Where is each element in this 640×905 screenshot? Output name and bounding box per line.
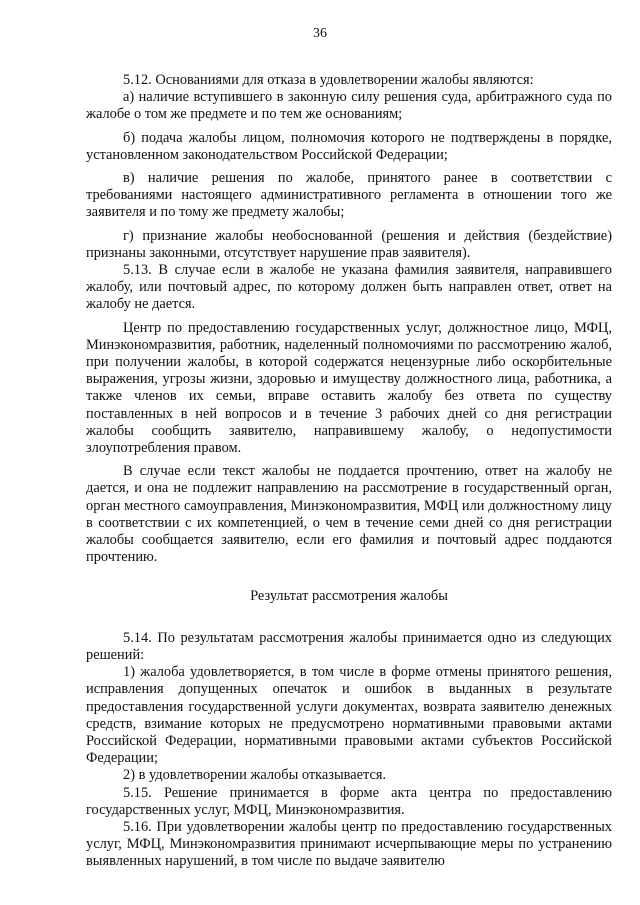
paragraph-5-12-a: а) наличие вступившего в законную силу решения суда, арбитражного суда по жалобе о том же предмете и по тем же основаниям; bbox=[86, 89, 612, 123]
paragraph-5-12-b: б) подача жалобы лицом, полномочия которого не подтверждены в порядке, установленном законодательством Российской Федерации; bbox=[86, 129, 612, 163]
section-title: Результат рассмотрения жалобы bbox=[250, 588, 448, 605]
document-body bbox=[86, 72, 612, 871]
paragraph-5-12: 5.12. Основаниями для отказа в удовлетворении жалобы являются: bbox=[123, 72, 534, 88]
paragraph-unreadable-complaint: В случае если текст жалобы не поддается прочтению, ответ на жалобу не дается, и она не подлежит направлению на рассмотрение в государственный орган, орган местного самоуправления, Минэкономразвития, МФЦ или должностному лицу в соответствии с их компетенцией, о чем в течение семи дней со дня регистрации жалобы сообщается заявителю, если его фамилия и почтовый адрес поддаются прочтению. bbox=[86, 463, 612, 566]
paragraph-5-12-v: в) наличие решения по жалобе, принятого ранее в соответствии с требованиями настоящего административного регламента в отношении того же заявителя и по тому же предмету жалобы; bbox=[86, 170, 612, 221]
paragraph-5-14: 5.14. По результатам рассмотрения жалобы принимается одно из следующих решений: bbox=[86, 629, 612, 663]
paragraph-5-16: 5.16. При удовлетворении жалобы центр по предоставлению государственных услуг, МФЦ, Минэкономразвития принимают исчерпывающие меры по устранению выявленных нарушений, в том числе по выдаче заявителю bbox=[86, 818, 612, 870]
paragraph-5-14-1: 1) жалоба удовлетворяется, в том числе в форме отмены принятого решения, исправления допущенных опечаток и ошибок в выданных в результате предоставления государственной услуги документах, возврата заявителю денежных средств, взимание которых не предусмотрено нормативными правовыми актами Российской Федерации, нормативными правовыми актами субъектов Российской Федерации; bbox=[86, 664, 612, 767]
paragraph-center-abuse: Центр по предоставлению государственных услуг, должностное лицо, МФЦ, Минэкономразвития, работник, наделенный полномочиями по рассмотрению жалоб, при получении жалобы, в которой содержатся нецензурные либо оскорбительные выражения, угрозы жизни, здоровью и имуществу должностного лица, работника, а также членов их семьи, вправе оставить жалобу без ответа по существу поставленных в ней вопросов и в течение 3 рабочих дней со дня регистрации жалобы сообщить заявителю, направившему жалобу, о недопустимости злоупотребления правом. bbox=[86, 319, 612, 457]
paragraph-5-13: 5.13. В случае если в жалобе не указана фамилия заявителя, направившего жалобу, или почтовый адрес, по которому должен быть направлен ответ, ответ на жалобу не дается. bbox=[86, 262, 612, 313]
paragraph-5-12-g: г) признание жалобы необоснованной (решения и действия (бездействие) признаны законными, отсутствует нарушение прав заявителя). bbox=[86, 227, 612, 261]
paragraph-5-15: 5.15. Решение принимается в форме акта центра по предоставлению государственных услуг, МФЦ, Минэкономразвития. bbox=[86, 784, 612, 818]
page-number: 36 bbox=[313, 26, 327, 41]
paragraph-5-14-2: 2) в удовлетворении жалобы отказывается. bbox=[123, 767, 387, 784]
